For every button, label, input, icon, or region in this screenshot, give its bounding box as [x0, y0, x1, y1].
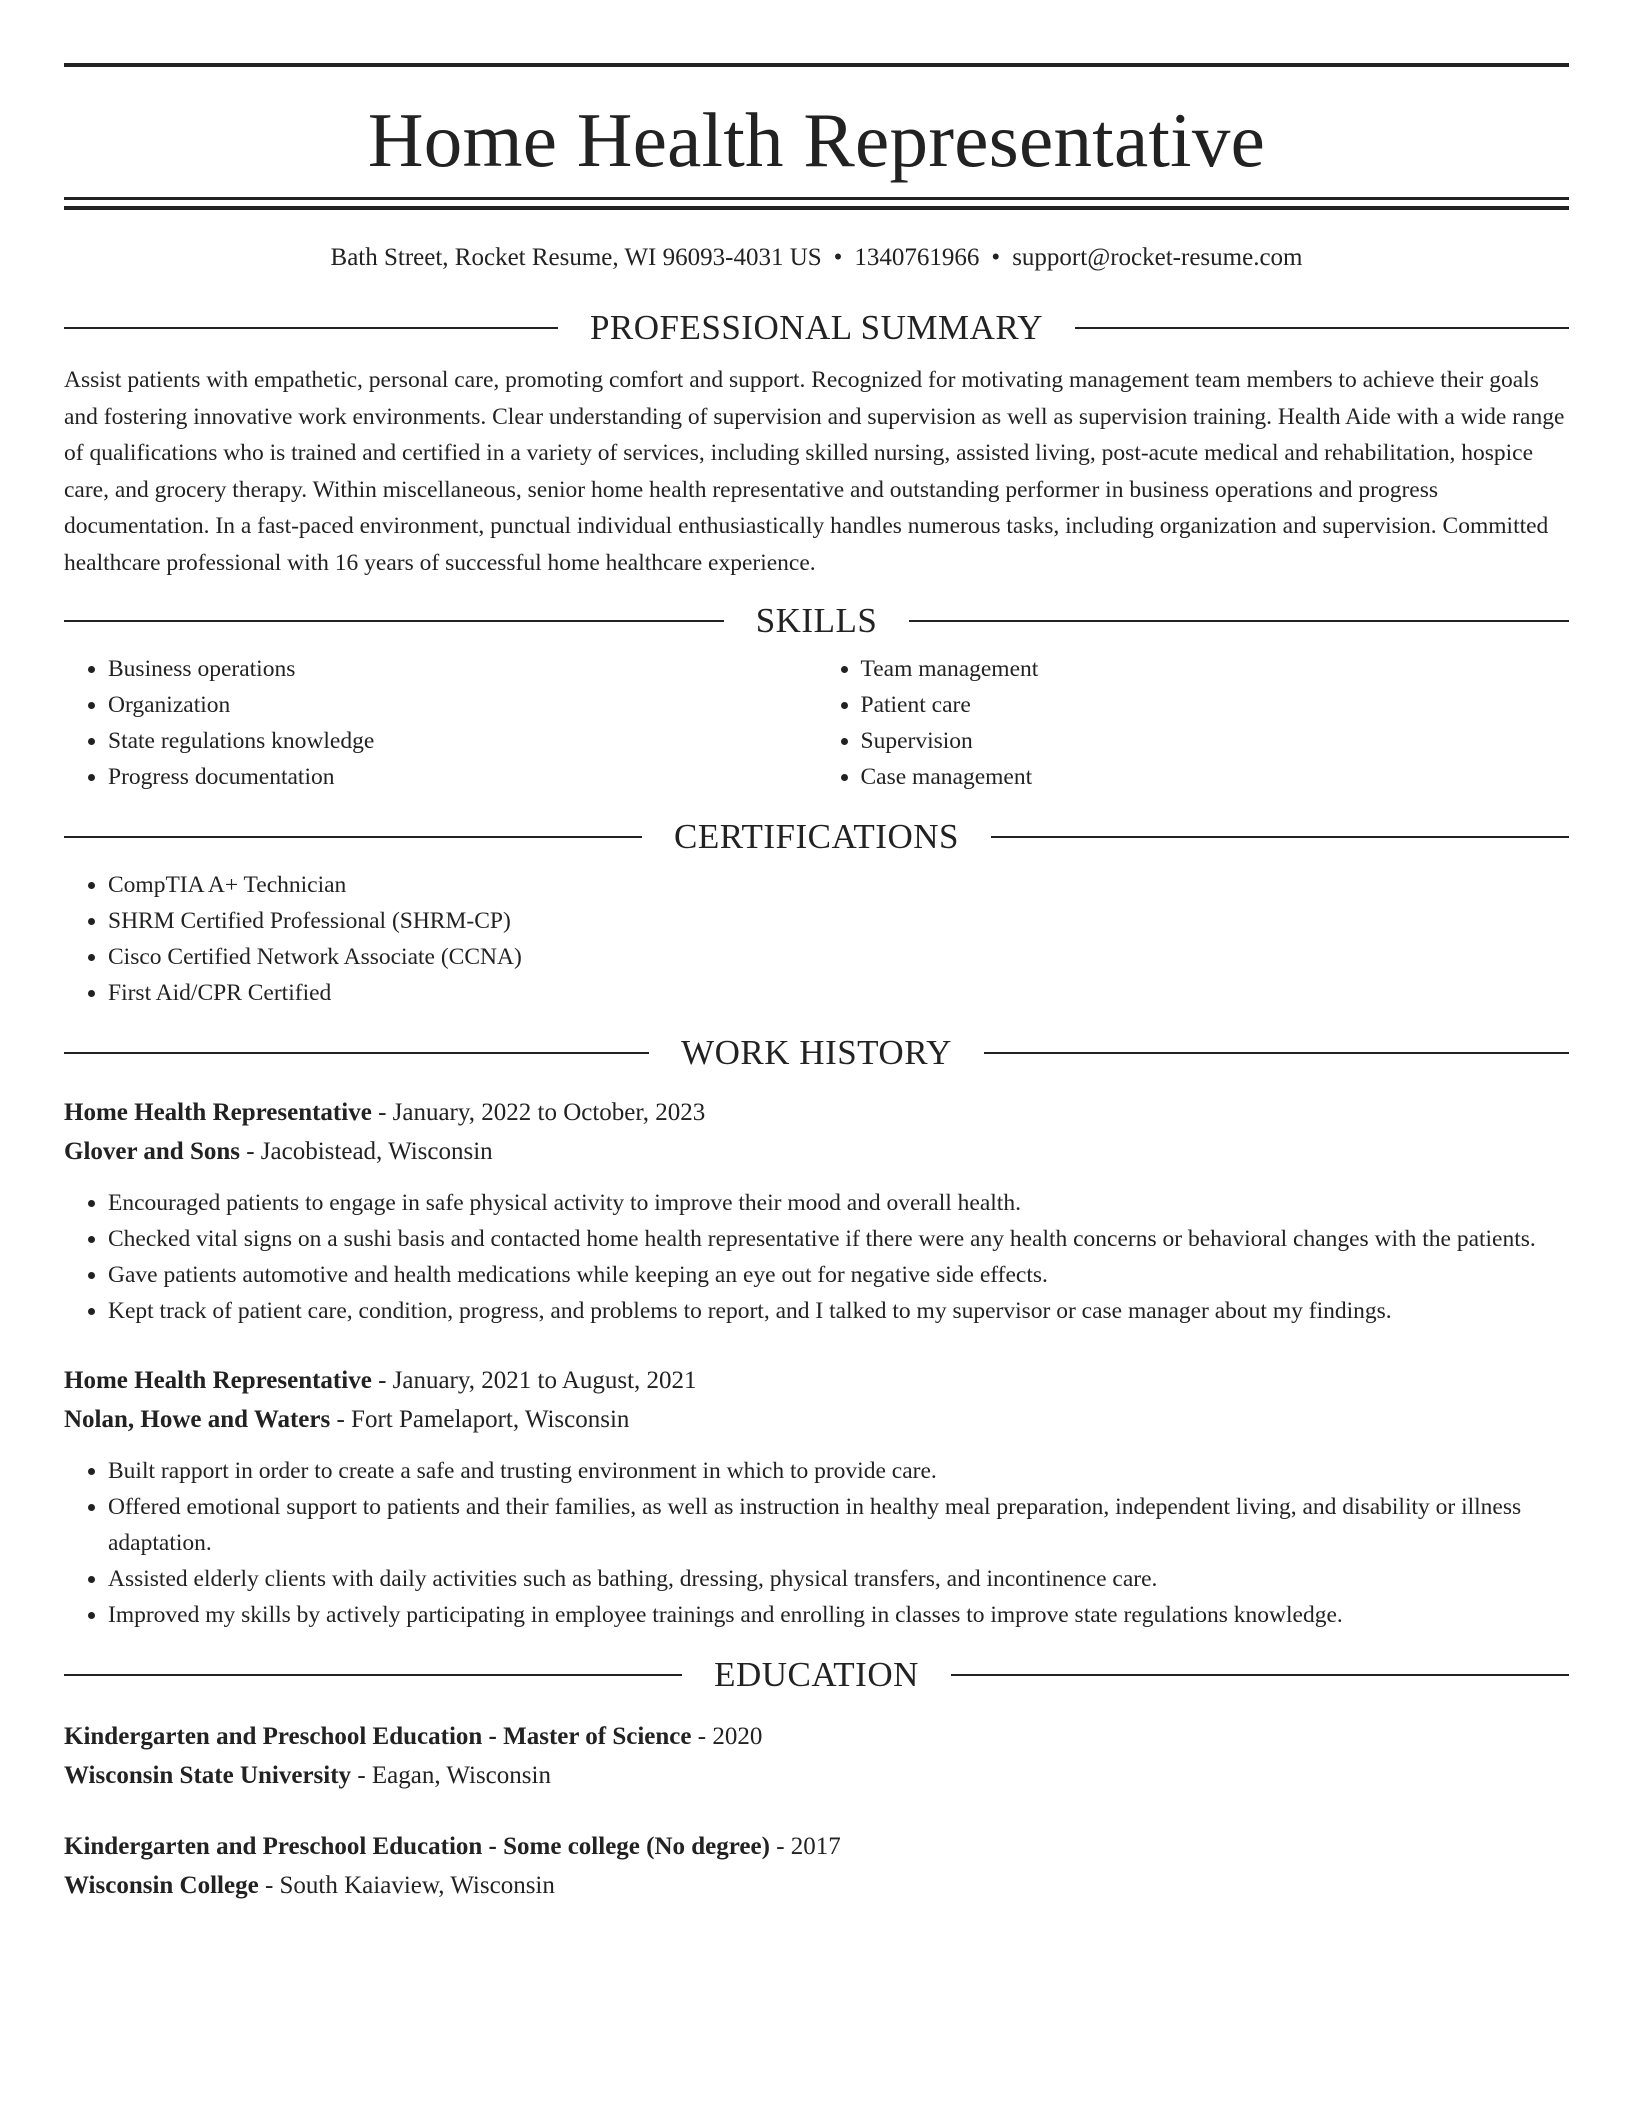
certification-item: • SHRM Certified Professional (SHRM-CP): [108, 903, 1569, 939]
section-title: SKILLS: [755, 601, 878, 640]
contact-separator: •: [991, 244, 1001, 271]
education-location: - Eagan, Wisconsin: [351, 1762, 551, 1789]
education-degree: Kindergarten and Preschool Education - Some college (No degree): [64, 1833, 770, 1860]
candidate-name: Home Health Representative: [367, 97, 1266, 183]
skills-column-right: [817, 651, 1570, 795]
skill-item: • State regulations knowledge: [108, 723, 817, 759]
skill-item: • Business operations: [108, 651, 817, 687]
skill-item: • Team management: [861, 651, 1570, 687]
education-year: - 2020: [691, 1723, 763, 1750]
job-title: Home Health Representative: [64, 1367, 372, 1394]
job-location: - Fort Pamelaport, Wisconsin: [330, 1406, 630, 1433]
contact-email[interactable]: support@rocket-resume.com: [1012, 244, 1303, 271]
contact-separator: •: [833, 244, 843, 271]
education-school-line: [64, 1756, 1569, 1795]
skill-item: • Patient care: [861, 687, 1570, 723]
education-degree-line: [64, 1717, 1569, 1756]
skill-item: • Supervision: [861, 723, 1570, 759]
education-school-line: [64, 1866, 1569, 1905]
skills-list: [64, 651, 1569, 795]
job-company: Glover and Sons: [64, 1138, 240, 1165]
job-duty-item: • Assisted elderly clients with daily activities such as bathing, dressing, physical transfers, and incontinence care.: [108, 1561, 1569, 1597]
section-heading-summary: [64, 308, 1569, 348]
job-duty-item: • Offered emotional support to patients and their families, as well as instruction in healthy meal preparation, independent living, and disability or illness adaptation.: [108, 1489, 1569, 1561]
section-title: EDUCATION: [714, 1655, 919, 1694]
resume-page: [64, 0, 1569, 1905]
certification-item: • CompTIA A+ Technician: [108, 867, 1569, 903]
certification-item: • Cisco Certified Network Associate (CCNA): [108, 939, 1569, 975]
section-heading-certifications: [64, 817, 1569, 857]
job-title-line: [64, 1093, 1569, 1132]
job-location: - Jacobistead, Wisconsin: [239, 1138, 493, 1165]
section-heading-education: [64, 1655, 1569, 1695]
job-company-line: [64, 1132, 1569, 1171]
education-degree-line: [64, 1827, 1569, 1866]
contact-line: [64, 243, 1569, 273]
certifications-list: [64, 867, 1569, 1011]
job-duty-item: • Checked vital signs on a sushi basis and contacted home health representative if there were any health concerns or behavioral changes with the patients.: [108, 1221, 1569, 1257]
section-title: CERTIFICATIONS: [674, 817, 959, 856]
section-title: PROFESSIONAL SUMMARY: [589, 308, 1044, 347]
education-school: Wisconsin College: [64, 1872, 259, 1899]
skill-item: • Progress documentation: [108, 759, 817, 795]
education-year: - 2017: [769, 1833, 841, 1860]
job-company-line: [64, 1400, 1569, 1439]
job-title-line: [64, 1361, 1569, 1400]
education-school: Wisconsin State University: [64, 1762, 352, 1789]
job-dates: - January, 2022 to October, 2023: [371, 1099, 706, 1126]
job-company: Nolan, Howe and Waters: [64, 1406, 331, 1433]
job-entry: [64, 1361, 1569, 1633]
job-entry: [64, 1093, 1569, 1329]
skill-item: • Case management: [861, 759, 1570, 795]
education-location: - South Kaiaview, Wisconsin: [258, 1872, 555, 1899]
job-duty-item: • Encouraged patients to engage in safe physical activity to improve their mood and overall health.: [108, 1185, 1569, 1221]
job-duty-item: • Kept track of patient care, condition, progress, and problems to report, and I talked to my supervisor or case manager about my findings.: [108, 1293, 1569, 1329]
job-dates: - January, 2021 to August, 2021: [371, 1367, 697, 1394]
certification-item: • First Aid/CPR Certified: [108, 975, 1569, 1011]
summary-text: Assist patients with empathetic, personal care, promoting comfort and support. Recognized for motivating management team members to achieve their goals and fostering innovative work environments. Clear understanding of supervision and supervision as well as supervision training. Health Aide with a wide range of qualifications who is trained and certified in a variety of services, including skilled nursing, assisted living, post-acute medical and rehabilitation, hospice care, and grocery therapy. Within miscellaneous, senior home health representative and outstanding performer in business operations and progress documentation. In a fast-paced environment, punctual individual enthusiastically handles numerous tasks, including organization and supervision. Committed healthcare professional with 16 years of successful home healthcare experience.: [64, 367, 1565, 576]
job-duties: [64, 1453, 1569, 1633]
skills-column-left: [64, 651, 817, 795]
section-heading-work-history: [64, 1033, 1569, 1073]
skill-item: • Organization: [108, 687, 817, 723]
job-duty-item: • Built rapport in order to create a safe and trusting environment in which to provide care.: [108, 1453, 1569, 1489]
section-title: WORK HISTORY: [681, 1033, 952, 1072]
contact-address: Bath Street, Rocket Resume, WI 96093-4031 US: [330, 244, 822, 271]
job-duty-item: • Gave patients automotive and health medications while keeping an eye out for negative side effects.: [108, 1257, 1569, 1293]
section-heading-skills: [64, 601, 1569, 641]
name-double-rule: [64, 197, 1569, 210]
education-degree: Kindergarten and Preschool Education - Master of Science: [64, 1723, 692, 1750]
job-duty-item: • Improved my skills by actively participating in employee trainings and enrolling in classes to improve state regulations knowledge.: [108, 1597, 1569, 1633]
top-rule: [64, 63, 1569, 67]
education-entry: [64, 1827, 1569, 1905]
education-entry: [64, 1717, 1569, 1795]
job-title: Home Health Representative: [64, 1099, 372, 1126]
contact-phone: 1340761966: [854, 244, 980, 271]
job-duties: [64, 1185, 1569, 1329]
